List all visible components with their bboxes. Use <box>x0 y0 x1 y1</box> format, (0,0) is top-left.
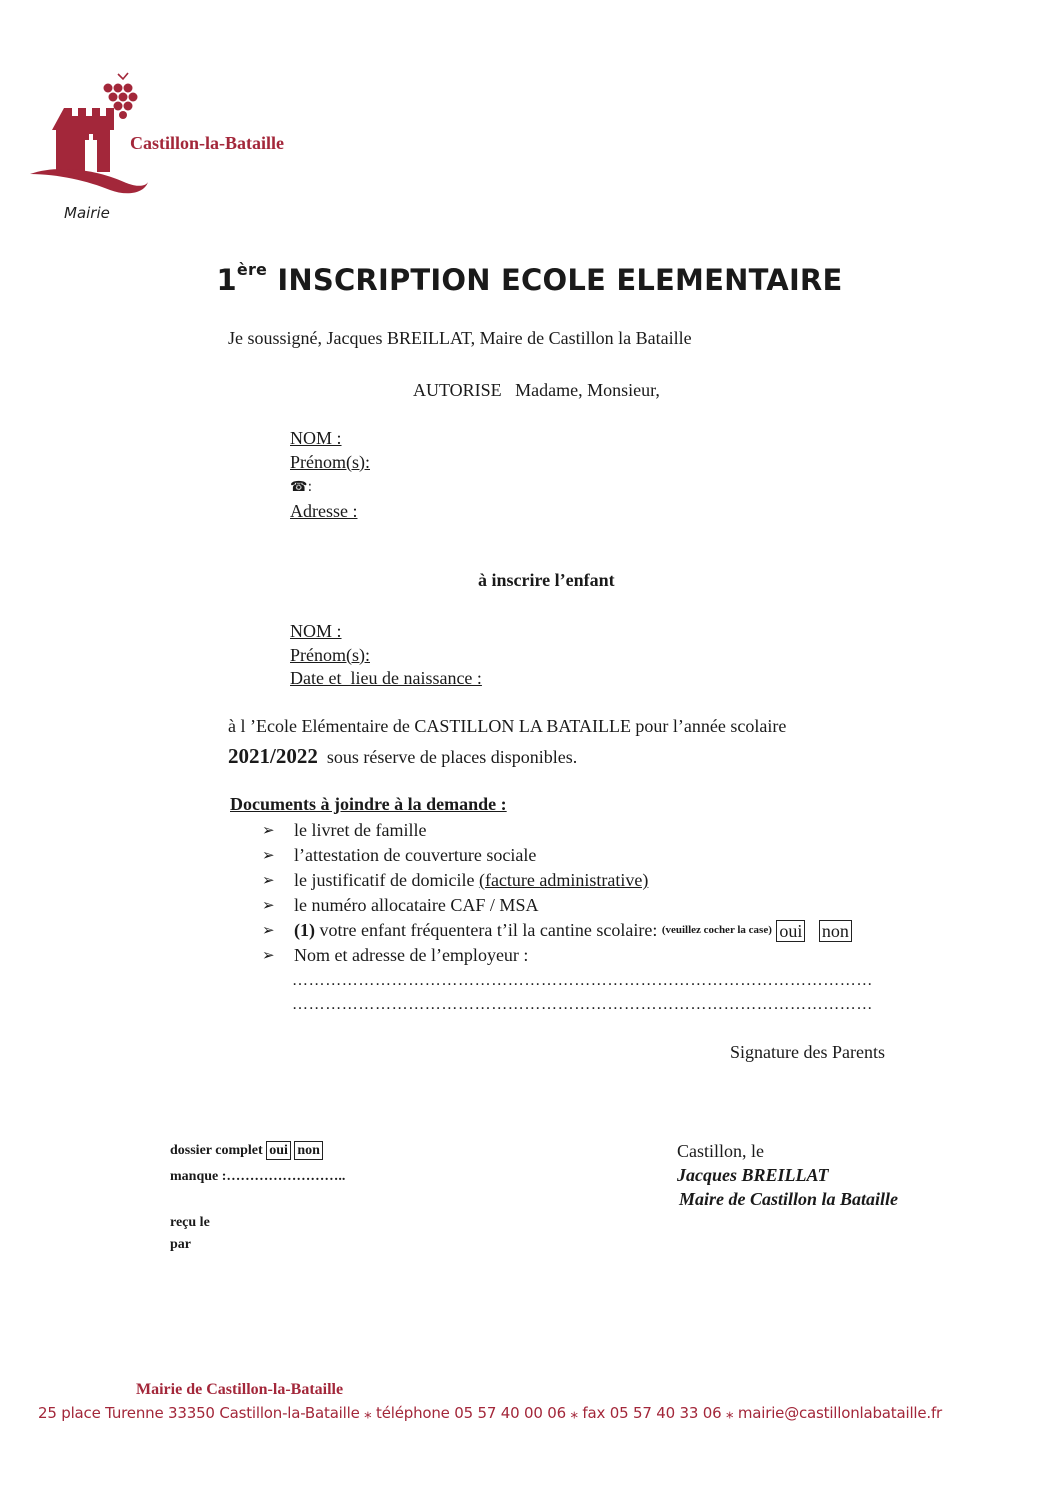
doc-justificatif-note: (facture administrative) <box>478 870 649 890</box>
child-fields <box>290 620 482 691</box>
parent-fields <box>290 427 370 523</box>
employer-dotted-line-1[interactable]: …………………………………………………………………………………………… <box>292 972 873 989</box>
doc-caf: le numéro allocataire CAF / MSA <box>294 895 539 915</box>
signature-label: Signature des Parents <box>730 1042 885 1062</box>
child-nom-label: NOM : <box>290 621 342 641</box>
arrow-bullet-icon: ➢ <box>262 896 275 914</box>
school-year: 2021/2022 <box>228 744 318 768</box>
arrow-bullet-icon: ➢ <box>262 846 275 864</box>
logo-town-name: Castillon-la-Bataille <box>130 133 284 153</box>
doc-attestation: l’attestation de couverture sociale <box>294 845 537 865</box>
doc-cantine: votre enfant fréquentera t’il la cantine scolaire: <box>319 920 658 940</box>
recu-le-label: reçu le <box>170 1215 210 1230</box>
cantine-oui-checkbox[interactable]: oui <box>776 920 805 942</box>
documents-heading: Documents à joindre à la demande : <box>230 794 507 814</box>
list-item <box>262 843 852 868</box>
list-item <box>262 893 852 918</box>
child-birth-label: Date et lieu de naissance : <box>290 668 482 688</box>
cantine-non-checkbox[interactable]: non <box>819 920 852 942</box>
mayor-role <box>679 1189 898 1210</box>
arrow-bullet-icon: ➢ <box>262 946 275 964</box>
dossier-oui-checkbox[interactable]: oui <box>266 1141 291 1160</box>
employer-dotted-line-2[interactable]: …………………………………………………………………………………………… <box>292 996 873 1013</box>
list-item <box>262 818 852 843</box>
list-item <box>262 918 852 943</box>
reserve-text: sous réserve de places disponibles. <box>326 747 578 767</box>
title-text: INSCRIPTION ECOLE ELEMENTAIRE <box>267 263 843 297</box>
town-logo <box>28 70 348 230</box>
documents-list <box>262 818 852 968</box>
footer-address: 25 place Turenne 33350 Castillon-la-Bataille ⁎ téléphone 05 57 40 00 06 ⁎ fax 05 57 40 33 06 ⁎ mairie@castillonlabataille.fr <box>38 1404 943 1422</box>
parent-adresse-label: Adresse : <box>290 500 358 521</box>
mayor-role-text: Maire de Castillon la Bataille <box>679 1189 899 1209</box>
title-ordinal: 1 <box>216 263 237 297</box>
footer-town-hall: Mairie de Castillon-la-Bataille <box>136 1381 344 1398</box>
cantine-note: (veuillez cocher la case) <box>661 924 772 936</box>
list-item <box>262 943 852 968</box>
logo-mairie-label: Mairie <box>64 204 110 222</box>
manque-line: manque :…………………….. <box>170 1169 346 1184</box>
arrow-bullet-icon: ➢ <box>262 871 275 889</box>
doc-employeur: Nom et adresse de l’employeur : <box>294 945 529 965</box>
dossier-line <box>170 1141 323 1160</box>
dossier-complet-label: dossier complet <box>170 1143 263 1158</box>
title-ordinal-suffix: ère <box>236 260 268 280</box>
arrow-bullet-icon: ➢ <box>262 921 275 939</box>
dossier-non-checkbox[interactable]: non <box>294 1141 323 1160</box>
intro-text: Je soussigné, Jacques BREILLAT, Maire de Castillon la Bataille <box>228 328 692 348</box>
cantine-number: (1) <box>294 920 315 940</box>
doc-livret: le livret de famille <box>294 820 427 840</box>
school-year-line <box>228 744 577 769</box>
parent-nom-label: NOM : <box>290 428 342 448</box>
mayor-name <box>677 1165 829 1186</box>
par-label: par <box>170 1237 191 1252</box>
phone-icon: ☎: <box>290 479 313 495</box>
child-heading: à inscrire l’enfant <box>478 570 615 590</box>
place-date-label: Castillon, le <box>677 1141 764 1161</box>
list-item <box>262 868 852 893</box>
authorize-text: AUTORISE Madame, Monsieur, <box>413 380 660 400</box>
page-title <box>0 260 1059 297</box>
mayor-name-text: Jacques BREILLAT <box>677 1165 829 1185</box>
child-prenom-label: Prénom(s): <box>290 644 370 665</box>
parent-prenom-label: Prénom(s): <box>290 451 370 472</box>
doc-justificatif: le justificatif de domicile <box>294 870 475 890</box>
arrow-bullet-icon: ➢ <box>262 821 275 839</box>
school-line: à l ’Ecole Elémentaire de CASTILLON LA BATAILLE pour l’année scolaire <box>228 716 787 736</box>
